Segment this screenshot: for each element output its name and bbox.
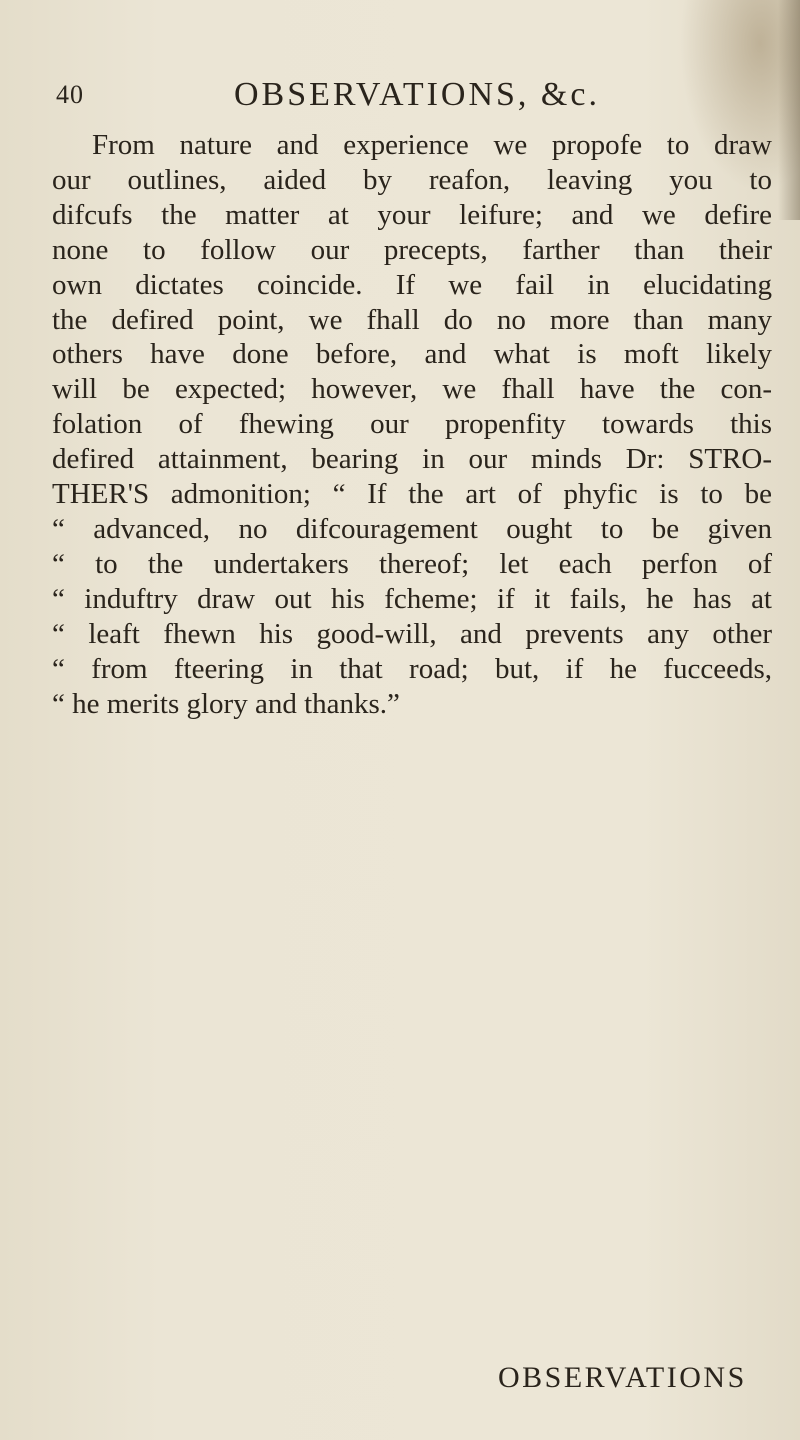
text-line: THER'S admonition; “ If the art of phyfic is to be [52,478,772,511]
text-line: the defired point, we fhall do no more than many [52,303,772,336]
page-edge-shadow [778,0,800,220]
text-line: “ he merits glory and thanks.” [52,687,400,720]
page-header [56,76,756,116]
catchword: OBSERVATIONS [498,1361,747,1394]
page-number: 40 [56,80,84,109]
text-line: “ induftry draw out his fcheme; if it fails, he has at [52,582,772,615]
text-line: “ from fteering in that road; but, if he fucceeds, [52,652,772,685]
text-line: our outlines, aided by reafon, leaving you to [52,163,772,196]
text-line: defired attainment, bearing in our minds Dr: STRO- [52,443,772,476]
text-line: will be expected; however, we fhall have the con- [52,373,772,406]
text-line: folation of fhewing our propenfity towards this [52,408,772,441]
text-line: others have done before, and what is moft likely [52,338,772,371]
body-paragraph [52,128,772,721]
text-line: “ advanced, no difcouragement ought to be given [52,512,772,545]
text-line: “ leaft fhewn his good-will, and prevents any other [52,617,772,650]
running-head: OBSERVATIONS, &c. [234,76,600,113]
text-line: difcufs the matter at your leifure; and we defire [52,198,772,231]
text-line: none to follow our precepts, farther than their [52,233,772,266]
text-line: “ to the undertakers thereof; let each perfon of [52,547,772,580]
text-line: own dictates coincide. If we fail in elucidating [52,268,772,301]
text-line: From nature and experience we propofe to draw [92,129,772,161]
